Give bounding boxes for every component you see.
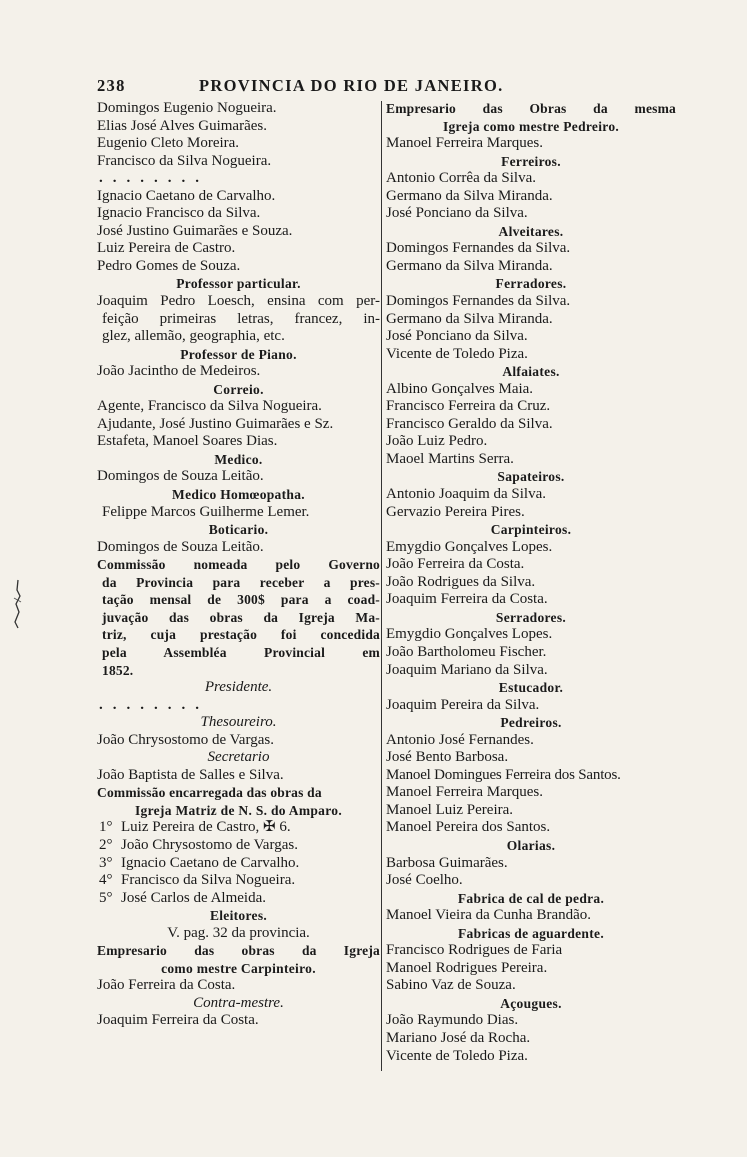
item-number: 5° <box>99 889 113 906</box>
name-line: Barbosa Guimarães. <box>386 854 508 871</box>
name-line: Domingos de Souza Leitão. <box>97 468 264 485</box>
section-heading: Alveitares. <box>498 223 564 239</box>
section-heading: Olarias. <box>506 837 556 853</box>
commission-heading-line: como mestre Carpinteiro. <box>161 960 316 976</box>
section-heading: Pedreiros. <box>500 715 562 731</box>
name-line: Germano da Silva Miranda. <box>386 257 553 274</box>
name-line: Domingos Fernandes da Silva. <box>386 293 571 310</box>
name-line: Ignacio Caetano de Carvalho. <box>97 187 276 204</box>
name-line: Antonio Joaquim da Silva. <box>386 486 546 503</box>
name-line: Francisco Ferreira da Cruz. <box>386 398 551 415</box>
name-line: Manoel Ferreira Marques. <box>386 135 544 152</box>
section-heading: Professor de Piano. <box>180 346 297 362</box>
name-line: Emygdio Gonçalves Lopes. <box>386 626 553 643</box>
name-line: João Rodrigues da Silva. <box>386 573 536 590</box>
name-line: João Luiz Pedro. <box>386 433 488 450</box>
section-heading: Estucador. <box>498 680 564 696</box>
section-heading: Correio. <box>213 381 264 397</box>
page-header <box>97 76 667 98</box>
item-text: João Chrysostomo de Vargas. <box>121 836 298 853</box>
list-item <box>97 837 380 855</box>
role-label: Secretario <box>207 749 270 766</box>
item-text: Ignacio Caetano de Carvalho. <box>121 854 300 871</box>
section-heading: Ferradores. <box>495 276 567 292</box>
section-heading: Fabricas de aguardente. <box>457 925 604 941</box>
item-number: 1° <box>99 819 113 836</box>
name-line: Vicente de Toledo Piza. <box>386 1047 528 1064</box>
name-line: Emygdio Gonçalves Lopes. <box>386 538 553 555</box>
name-line: Luiz Pereira de Castro. <box>97 240 236 257</box>
section-heading: Medico Homœopatha. <box>172 487 305 503</box>
ellipsis-dots: ........ <box>99 170 209 187</box>
name-line: João Bartholomeu Fischer. <box>386 643 547 660</box>
margin-ink-mark <box>11 578 25 630</box>
item-number: 3° <box>99 854 113 871</box>
section-heading: Sapateiros. <box>497 469 565 485</box>
name-line: Manoel Pereira dos Santos. <box>386 819 551 836</box>
name-line: Antonio José Fernandes. <box>386 731 534 748</box>
section-heading: Boticario. <box>208 522 269 538</box>
name-line: Domingos Fernandes da Silva. <box>386 240 571 257</box>
name-line: João Raymundo Dias. <box>386 1012 519 1029</box>
text-line: Ajudante, José Justino Guimarães e Sz. <box>97 415 334 432</box>
name-line: João Baptista de Salles e Silva. <box>97 766 284 783</box>
name-line: Manoel Luiz Pereira. <box>386 801 514 818</box>
commission-heading-line: da Provincia para receber a pres- <box>102 574 380 590</box>
section-heading: Medico. <box>214 451 263 467</box>
left-column <box>97 100 380 1030</box>
list-item <box>97 855 380 873</box>
commission-heading-line: tação mensal de 300$ para a coad- <box>102 592 380 608</box>
item-number: 4° <box>99 872 113 889</box>
name-line: Pedro Gomes de Souza. <box>97 257 241 274</box>
list-item <box>97 819 380 837</box>
name-line: Antonio Corrêa da Silva. <box>386 170 536 187</box>
text-line: Agente, Francisco da Silva Nogueira. <box>97 398 322 415</box>
section-heading: Ferreiros. <box>501 153 561 169</box>
text-line: Joaquim Pedro Loesch, ensina com per- <box>97 293 380 310</box>
commission-heading-line: 1852. <box>102 662 134 678</box>
name-line: Joaquim Ferreira da Costa. <box>97 1012 259 1029</box>
page-title: PROVINCIA DO RIO DE JANEIRO. <box>199 76 504 95</box>
name-line: João Chrysostomo de Vargas. <box>97 731 274 748</box>
section-heading: Serradores. <box>495 609 567 625</box>
name-line: José Coelho. <box>386 872 463 889</box>
text-line: Estafeta, Manoel Soares Dias. <box>97 433 278 450</box>
text-line: glez, allemão, geographia, etc. <box>102 328 285 345</box>
name-line: Domingos Eugenio Nogueira. <box>97 100 277 116</box>
role-label: Contra-mestre. <box>193 994 284 1011</box>
name-line: Gervazio Pereira Pires. <box>386 503 525 520</box>
section-heading: Igreja como mestre Pedreiro. <box>442 118 620 134</box>
name-line: José Ponciano da Silva. <box>386 328 528 345</box>
text-line: feição primeiras letras, francez, in- <box>102 310 380 327</box>
name-line: Francisco da Silva Nogueira. <box>97 152 272 169</box>
section-heading: Eleitores. <box>209 908 268 924</box>
name-line: Mariano José da Rocha. <box>386 1029 531 1046</box>
commission-heading-line: Igreja Matriz de N. S. do Amparo. <box>134 802 342 818</box>
commission-heading-line: Commissão nomeada pelo Governo <box>97 557 380 573</box>
list-item <box>97 872 380 890</box>
name-line: Ignacio Francisco da Silva. <box>97 205 261 222</box>
section-heading: Professor particular. <box>176 276 301 292</box>
name-line: João Jacintho de Medeiros. <box>97 363 261 380</box>
page-number: 238 <box>97 76 126 95</box>
name-line: João Ferreira da Costa. <box>386 556 525 573</box>
section-heading: Empresario das Obras da mesma <box>386 101 676 116</box>
name-line: José Bento Barbosa. <box>386 749 509 766</box>
name-line: Felippe Marcos Guilherme Lemer. <box>102 503 310 520</box>
commission-heading-line: Commissão encarregada das obras da <box>97 785 322 801</box>
name-line: Joaquim Mariano da Silva. <box>386 661 548 678</box>
name-line: José Justino Guimarães e Souza. <box>97 222 293 239</box>
role-label: Presidente. <box>204 679 273 696</box>
column-divider <box>381 101 382 1071</box>
name-line: Maoel Martins Serra. <box>386 450 514 467</box>
name-line: Joaquim Ferreira da Costa. <box>386 591 548 608</box>
section-heading: Fabrica de cal de pedra. <box>457 890 605 906</box>
commission-heading-line: pela Assembléa Provincial em <box>102 644 380 660</box>
list-item <box>97 890 380 908</box>
item-text: José Carlos de Almeida. <box>121 889 266 906</box>
name-line: Francisco Rodrigues de Faria <box>386 942 563 959</box>
name-line: Vicente de Toledo Piza. <box>386 345 528 362</box>
item-text: Francisco da Silva Nogueira. <box>121 872 296 889</box>
name-line: Albino Gonçalves Maia. <box>386 380 534 397</box>
section-heading: Alfaiates. <box>502 364 560 380</box>
name-line: Joaquim Pereira da Silva. <box>386 696 540 713</box>
name-line: João Ferreira da Costa. <box>97 977 236 994</box>
name-line: Manoel Domingues Ferreira dos Santos. <box>386 766 621 783</box>
name-line: Germano da Silva Miranda. <box>386 187 553 204</box>
commission-heading-line: juvação das obras da Igreja Ma- <box>102 609 380 625</box>
section-heading: Açougues. <box>500 995 562 1011</box>
section-heading: Carpinteiros. <box>490 522 572 538</box>
name-line: Manoel Rodrigues Pereira. <box>386 959 548 976</box>
ellipsis-dots: ........ <box>99 696 209 713</box>
name-line: Manoel Ferreira Marques. <box>386 784 544 801</box>
name-line: Sabino Vaz de Souza. <box>386 977 516 994</box>
name-line: Domingos de Souza Leitão. <box>97 538 264 555</box>
name-line: Germano da Silva Miranda. <box>386 310 553 327</box>
reference-line: V. pag. 32 da provincia. <box>167 924 310 941</box>
commission-heading-line: Empresario das obras da Igreja <box>97 943 380 959</box>
name-line: Manoel Vieira da Cunha Brandão. <box>386 907 592 924</box>
name-line: Francisco Geraldo da Silva. <box>386 415 553 432</box>
item-number: 2° <box>99 836 113 853</box>
name-line: Elias José Alves Guimarães. <box>97 117 267 134</box>
commission-heading-line: triz, cuja prestação foi concedida <box>102 627 380 643</box>
role-label: Thesoureiro. <box>200 714 277 731</box>
name-line: Eugenio Cleto Moreira. <box>97 135 240 152</box>
right-column <box>386 100 676 1065</box>
name-line: José Ponciano da Silva. <box>386 205 528 222</box>
item-text: Luiz Pereira de Castro, ✠ 6. <box>121 819 291 836</box>
